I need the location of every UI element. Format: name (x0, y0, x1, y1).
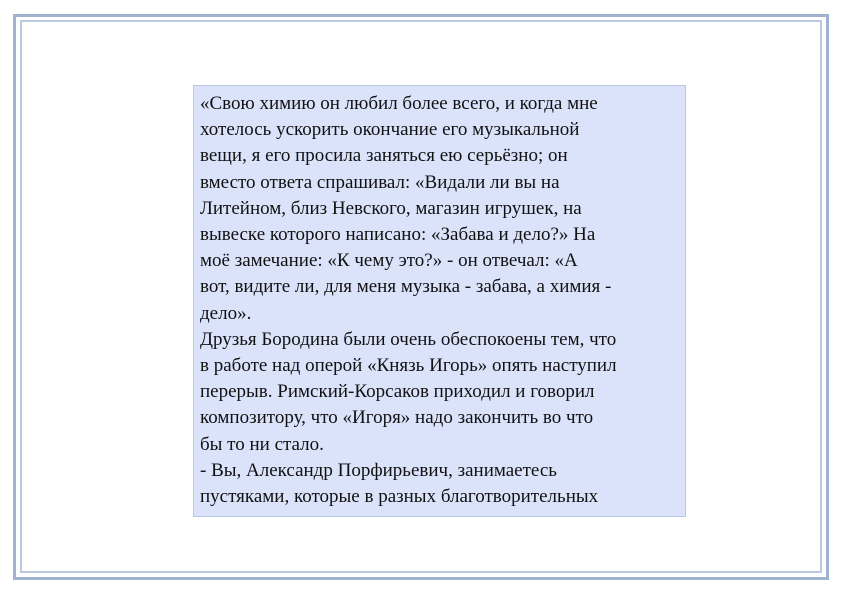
quote-text-box (193, 85, 686, 517)
paragraph-prince-igor: Друзья Бородина были очень обеспокоены тем, что в работе над оперой «Князь Игорь» опять наступил перерыв. Римский-Корсаков приходил и говорил композитору, что «Игоря» надо закончить во что бы то ни стало. (200, 328, 617, 455)
quote-paragraph-chemistry: «Свою химию он любил более всего, и когда мне хотелось ускорить окончание его музыкальной вещи, я его просила заняться ею серьёзно; он вместо ответа спрашивал: «Видали ли вы на Литейном, близ Невского, магазин игрушек, на вывеске которого написано: «Забава и дело?» На моё замечание: «К чему это?» - он отвечал: «А вот, видите ли, для меня музыка - забава, а химия - дело». (200, 93, 612, 324)
paragraph-dialogue: - Вы, Александр Порфирьевич, занимаетесь пустяками, которые в разных благотворительных (200, 459, 599, 508)
